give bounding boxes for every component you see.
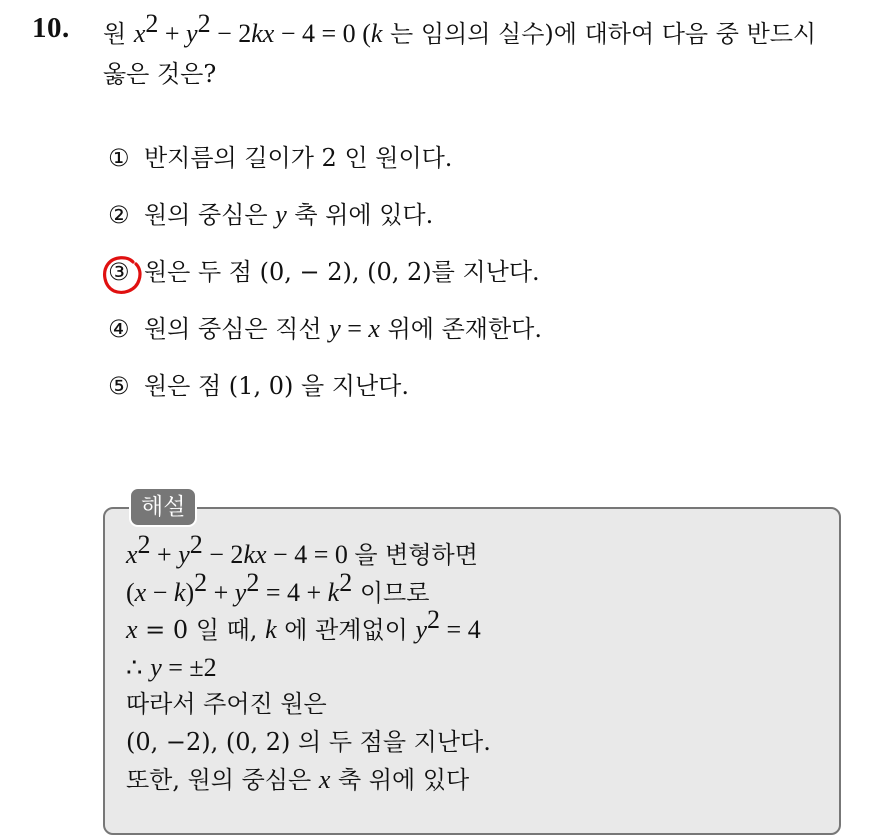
choice-list <box>108 138 542 423</box>
question-text <box>103 9 873 94</box>
solution-line-7: 또한, 원의 중심은 x 축 위에 있다 <box>126 765 470 794</box>
question-line-2: 옳은 것은? <box>103 60 217 88</box>
solution-line-5: 따라서 주어진 원은 <box>126 690 327 718</box>
choice-text-5: 원은 점 (1, 0) 을 지난다. <box>144 372 409 400</box>
solution-line-2: $(x - k)^2 + y^2 = 4 + k^2$ 이므로 <box>126 567 430 607</box>
choice-2[interactable]: ② 원의 중심은 y 축 위에 있다. <box>108 195 542 252</box>
solution-body <box>126 530 826 799</box>
choice-4[interactable]: ④ 원의 중심은 직선 y = x 위에 존재한다. <box>108 309 542 366</box>
choice-number-2: ② <box>108 201 130 229</box>
solution-line-6: (0, −2), (0, 2) 의 두 점을 지난다. <box>126 727 491 756</box>
choice-number-5: ⑤ <box>108 372 130 400</box>
choice-number-1: ① <box>108 144 130 172</box>
choice-text-3: 원은 두 점 (0, − 2), (0, 2)를 지난다. <box>144 258 540 286</box>
choice-number-4: ④ <box>108 315 130 343</box>
choice-1[interactable] <box>108 138 542 195</box>
solution-tag: 해설 <box>129 487 197 527</box>
choice-3[interactable] <box>108 252 542 309</box>
solution-line-1: $x^2 + y^2 - 2kx - 4 = 0$ 을 변형하면 <box>126 530 478 569</box>
solution-line-3: x = 0 일 때, k 에 관계없이 $y^2 = 4$ <box>126 605 481 644</box>
solution-line-4: ∴ y = ±2 <box>126 652 217 682</box>
question-number: 10. <box>32 12 70 44</box>
choice-5[interactable] <box>108 366 542 423</box>
choice-number-3: ③ <box>108 258 130 286</box>
question-line-1: 원 $x^2 + y^2 - 2kx - 4 = 0$ (k 는 임의의 실수)에 대하여 다음 중 반드시 <box>103 9 817 48</box>
choice-text-1: 반지름의 길이가 2 인 원이다. <box>144 144 453 172</box>
